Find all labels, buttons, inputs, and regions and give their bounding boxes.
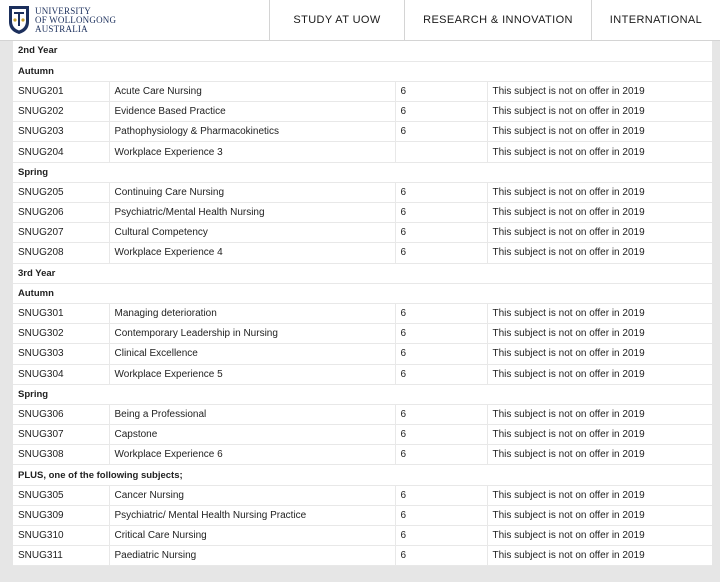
subject-code: SNUG201 <box>13 81 109 101</box>
subject-row <box>13 425 712 445</box>
subject-name: Cancer Nursing <box>109 485 395 505</box>
availability-note: This subject is not on offer in 2019 <box>487 404 712 424</box>
course-structure-table <box>13 41 712 566</box>
logo-line-1: UNIVERSITY <box>35 5 91 16</box>
subject-name: Capstone <box>109 425 395 445</box>
section-heading: Autumn <box>13 283 712 303</box>
subject-row <box>13 102 712 122</box>
subject-name: Critical Care Nursing <box>109 526 395 546</box>
subject-code: SNUG208 <box>13 243 109 263</box>
subject-row <box>13 324 712 344</box>
subject-code: SNUG204 <box>13 142 109 162</box>
subject-name: Cultural Competency <box>109 223 395 243</box>
subject-row <box>13 344 712 364</box>
subjects-table <box>13 41 712 566</box>
nav-research-innovation[interactable]: RESEARCH & INNOVATION <box>405 0 592 40</box>
subject-name: Pathophysiology & Pharmacokinetics <box>109 122 395 142</box>
subject-name: Workplace Experience 3 <box>109 142 395 162</box>
section-heading: Autumn <box>13 61 712 81</box>
subject-name: Being a Professional <box>109 404 395 424</box>
availability-note: This subject is not on offer in 2019 <box>487 526 712 546</box>
credit-points: 6 <box>395 122 487 142</box>
top-navigation-bar <box>0 0 720 41</box>
section-heading-row <box>13 162 712 182</box>
subject-code: SNUG302 <box>13 324 109 344</box>
credit-points: 6 <box>395 364 487 384</box>
subject-code: SNUG309 <box>13 505 109 525</box>
availability-note: This subject is not on offer in 2019 <box>487 142 712 162</box>
subject-row <box>13 303 712 323</box>
nav-international[interactable]: INTERNATIONAL <box>609 14 703 26</box>
section-heading-row <box>13 465 712 485</box>
availability-note: This subject is not on offer in 2019 <box>487 223 712 243</box>
credit-points: 6 <box>395 404 487 424</box>
availability-note: This subject is not on offer in 2019 <box>487 344 712 364</box>
subject-name: Managing deterioration <box>109 303 395 323</box>
availability-note: This subject is not on offer in 2019 <box>487 505 712 525</box>
availability-note: This subject is not on offer in 2019 <box>487 81 712 101</box>
section-heading-row <box>13 61 712 81</box>
subject-row <box>13 223 712 243</box>
availability-note: This subject is not on offer in 2019 <box>487 485 712 505</box>
credit-points: 6 <box>395 243 487 263</box>
subject-row <box>13 546 712 566</box>
credit-points: 6 <box>395 81 487 101</box>
credit-points: 6 <box>395 303 487 323</box>
subject-name: Psychiatric/Mental Health Nursing <box>109 203 395 223</box>
subject-code: SNUG206 <box>13 203 109 223</box>
subject-name: Psychiatric/ Mental Health Nursing Practice <box>109 505 395 525</box>
subject-code: SNUG307 <box>13 425 109 445</box>
subject-row <box>13 526 712 546</box>
subject-code: SNUG301 <box>13 303 109 323</box>
credit-points: 6 <box>395 505 487 525</box>
availability-note: This subject is not on offer in 2019 <box>487 445 712 465</box>
availability-note: This subject is not on offer in 2019 <box>487 122 712 142</box>
subject-name: Workplace Experience 5 <box>109 364 395 384</box>
crest-icon <box>8 5 30 35</box>
subject-row <box>13 182 712 202</box>
credit-points: 6 <box>395 546 487 566</box>
subject-row <box>13 122 712 142</box>
credit-points: 6 <box>395 102 487 122</box>
credit-points: 6 <box>395 445 487 465</box>
subject-row <box>13 142 712 162</box>
credit-points <box>395 142 487 162</box>
availability-note: This subject is not on offer in 2019 <box>487 364 712 384</box>
availability-note: This subject is not on offer in 2019 <box>487 425 712 445</box>
subject-code: SNUG311 <box>13 546 109 566</box>
subject-name: Clinical Excellence <box>109 344 395 364</box>
logo-line-3: AUSTRALIA <box>35 23 88 34</box>
section-heading: Spring <box>13 384 712 404</box>
availability-note: This subject is not on offer in 2019 <box>487 102 712 122</box>
subject-code: SNUG304 <box>13 364 109 384</box>
section-heading-row <box>13 384 712 404</box>
subject-row <box>13 81 712 101</box>
credit-points: 6 <box>395 203 487 223</box>
credit-points: 6 <box>395 425 487 445</box>
availability-note: This subject is not on offer in 2019 <box>487 324 712 344</box>
subject-code: SNUG202 <box>13 102 109 122</box>
uow-logo[interactable] <box>0 0 270 40</box>
subject-name: Workplace Experience 4 <box>109 243 395 263</box>
subject-code: SNUG310 <box>13 526 109 546</box>
subject-row <box>13 445 712 465</box>
section-heading: PLUS, one of the following subjects; <box>13 465 712 485</box>
subject-row <box>13 404 712 424</box>
subject-code: SNUG207 <box>13 223 109 243</box>
subject-name: Workplace Experience 6 <box>109 445 395 465</box>
logo-line-2: OF WOLLONGONG <box>35 14 117 25</box>
section-heading: Spring <box>13 162 712 182</box>
subject-code: SNUG306 <box>13 404 109 424</box>
availability-note: This subject is not on offer in 2019 <box>487 303 712 323</box>
credit-points: 6 <box>395 223 487 243</box>
nav-study-at-uow[interactable]: STUDY AT UOW <box>270 0 405 40</box>
credit-points: 6 <box>395 485 487 505</box>
subject-row <box>13 364 712 384</box>
section-heading: 3rd Year <box>13 263 712 283</box>
subject-code: SNUG308 <box>13 445 109 465</box>
subject-row <box>13 243 712 263</box>
logo-wordmark <box>35 7 116 34</box>
subjects-table-body <box>13 41 712 566</box>
section-heading-row <box>13 263 712 283</box>
availability-note: This subject is not on offer in 2019 <box>487 182 712 202</box>
section-heading: 2nd Year <box>13 41 712 61</box>
availability-note: This subject is not on offer in 2019 <box>487 203 712 223</box>
subject-row <box>13 485 712 505</box>
subject-row <box>13 203 712 223</box>
credit-points: 6 <box>395 182 487 202</box>
credit-points: 6 <box>395 344 487 364</box>
subject-row <box>13 505 712 525</box>
subject-code: SNUG203 <box>13 122 109 142</box>
subject-name: Contemporary Leadership in Nursing <box>109 324 395 344</box>
credit-points: 6 <box>395 526 487 546</box>
subject-name: Evidence Based Practice <box>109 102 395 122</box>
availability-note: This subject is not on offer in 2019 <box>487 546 712 566</box>
section-heading-row <box>13 41 712 61</box>
subject-name: Acute Care Nursing <box>109 81 395 101</box>
credit-points: 6 <box>395 324 487 344</box>
subject-code: SNUG303 <box>13 344 109 364</box>
subject-name: Paediatric Nursing <box>109 546 395 566</box>
subject-code: SNUG305 <box>13 485 109 505</box>
section-heading-row <box>13 283 712 303</box>
availability-note: This subject is not on offer in 2019 <box>487 243 712 263</box>
subject-name: Continuing Care Nursing <box>109 182 395 202</box>
subject-code: SNUG205 <box>13 182 109 202</box>
